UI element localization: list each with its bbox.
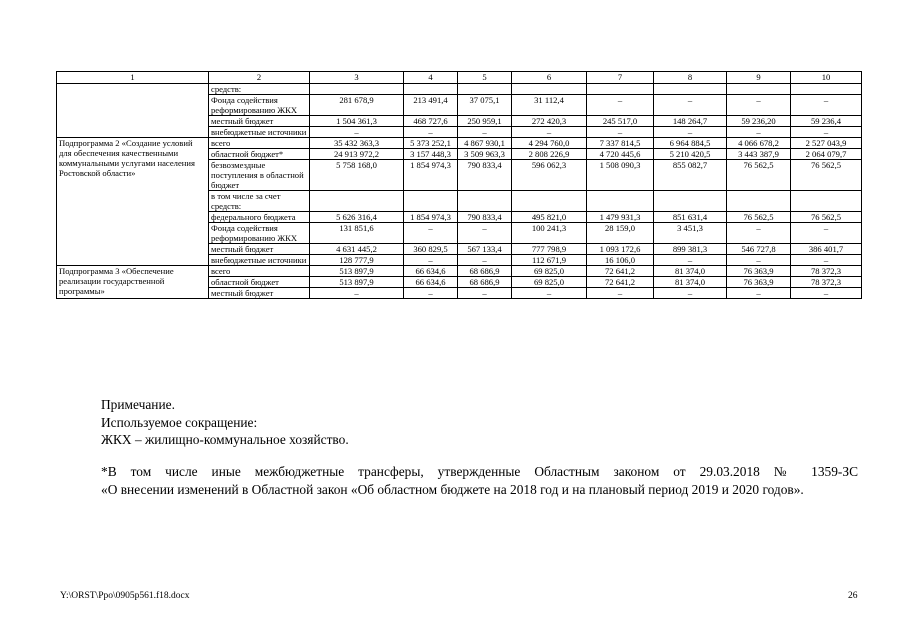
value-cell: 2 808 226,9 bbox=[512, 149, 587, 160]
value-cell: 281 678,9 bbox=[310, 95, 404, 116]
value-cell: – bbox=[587, 288, 654, 299]
value-cell: – bbox=[791, 223, 862, 244]
value-cell: 1 093 172,6 bbox=[587, 244, 654, 255]
value-cell: 4 294 760,0 bbox=[512, 138, 587, 149]
value-cell: – bbox=[458, 288, 512, 299]
budget-table-container bbox=[56, 71, 861, 299]
value-cell: 213 491,4 bbox=[404, 95, 458, 116]
program-name-cell: Подпрограмма 3 «Обеспечение реализации государственной программы» bbox=[57, 266, 209, 299]
value-cell: 66 634,6 bbox=[404, 266, 458, 277]
value-cell: 76 363,9 bbox=[727, 277, 791, 288]
funding-source-cell: федерального бюджета bbox=[209, 212, 310, 223]
value-cell: 35 432 363,3 bbox=[310, 138, 404, 149]
page-number: 26 bbox=[848, 591, 858, 601]
value-cell: – bbox=[458, 255, 512, 266]
footnote-line-1: *В том числе иные межбюджетные трансферы, утвержденные Областным законом от 29.03.2018 № 1359-ЗС bbox=[101, 464, 858, 479]
funding-source-cell: безвозмездные поступления в областной бюджет bbox=[209, 160, 310, 191]
value-cell: 76 562,5 bbox=[727, 212, 791, 223]
funding-source-cell: всего bbox=[209, 266, 310, 277]
funding-source-cell: Фонда содействия реформированию ЖКХ bbox=[209, 95, 310, 116]
value-cell: 386 401,7 bbox=[791, 244, 862, 255]
value-cell: 69 825,0 bbox=[512, 277, 587, 288]
footnote-line-2: «О внесении изменений в Областной закон «Об областном бюджете на 2018 год и на плановый период 2019 и 2020 годов». bbox=[101, 481, 804, 497]
value-cell: 1 854 974,3 bbox=[404, 212, 458, 223]
value-cell: – bbox=[654, 288, 727, 299]
value-cell: – bbox=[512, 288, 587, 299]
value-cell: 5 373 252,1 bbox=[404, 138, 458, 149]
value-cell: 4 867 930,1 bbox=[458, 138, 512, 149]
value-cell: – bbox=[404, 127, 458, 138]
value-cell: – bbox=[727, 223, 791, 244]
table-body bbox=[57, 72, 862, 299]
table-row bbox=[57, 138, 862, 149]
value-cell: 513 897,9 bbox=[310, 266, 404, 277]
value-cell: 76 562,5 bbox=[791, 160, 862, 191]
value-cell: – bbox=[404, 255, 458, 266]
value-cell: – bbox=[404, 288, 458, 299]
col-header: 1 bbox=[57, 72, 209, 84]
value-cell: 596 062,3 bbox=[512, 160, 587, 191]
value-cell: – bbox=[727, 95, 791, 116]
note-abbrev-jkh: ЖКХ – жилищно-коммунальное хозяйство. bbox=[101, 432, 349, 447]
value-cell: – bbox=[791, 127, 862, 138]
value-cell: 1 508 090,3 bbox=[587, 160, 654, 191]
col-header: 5 bbox=[458, 72, 512, 84]
value-cell: – bbox=[791, 255, 862, 266]
value-cell bbox=[587, 84, 654, 95]
value-cell: 899 381,3 bbox=[654, 244, 727, 255]
value-cell: 272 420,3 bbox=[512, 116, 587, 127]
funding-source-cell: всего bbox=[209, 138, 310, 149]
col-header: 2 bbox=[209, 72, 310, 84]
value-cell: 76 562,5 bbox=[727, 160, 791, 191]
value-cell bbox=[310, 84, 404, 95]
value-cell bbox=[587, 191, 654, 212]
value-cell: 76 562,5 bbox=[791, 212, 862, 223]
note-title: Примечание. bbox=[101, 397, 175, 412]
value-cell: 78 372,3 bbox=[791, 277, 862, 288]
footnote bbox=[101, 463, 858, 498]
value-cell: – bbox=[654, 95, 727, 116]
value-cell: 5 210 420,5 bbox=[654, 149, 727, 160]
value-cell: – bbox=[791, 288, 862, 299]
col-header: 7 bbox=[587, 72, 654, 84]
value-cell bbox=[512, 191, 587, 212]
value-cell: 3 451,3 bbox=[654, 223, 727, 244]
funding-source-cell: внебюджетные источники bbox=[209, 127, 310, 138]
value-cell: – bbox=[654, 255, 727, 266]
value-cell: 4 720 445,6 bbox=[587, 149, 654, 160]
value-cell: 31 112,4 bbox=[512, 95, 587, 116]
value-cell: – bbox=[310, 288, 404, 299]
value-cell: 81 374,0 bbox=[654, 277, 727, 288]
value-cell: 128 777,9 bbox=[310, 255, 404, 266]
value-cell: 68 686,9 bbox=[458, 277, 512, 288]
value-cell bbox=[727, 84, 791, 95]
value-cell bbox=[458, 84, 512, 95]
value-cell: 24 913 972,2 bbox=[310, 149, 404, 160]
col-header: 4 bbox=[404, 72, 458, 84]
col-header: 6 bbox=[512, 72, 587, 84]
value-cell bbox=[404, 84, 458, 95]
value-cell: 112 671,9 bbox=[512, 255, 587, 266]
value-cell: 148 264,7 bbox=[654, 116, 727, 127]
value-cell: 4 066 678,2 bbox=[727, 138, 791, 149]
value-cell bbox=[458, 191, 512, 212]
value-cell: – bbox=[310, 127, 404, 138]
table-row bbox=[57, 266, 862, 277]
value-cell: 546 727,8 bbox=[727, 244, 791, 255]
value-cell: 37 075,1 bbox=[458, 95, 512, 116]
value-cell: 855 082,7 bbox=[654, 160, 727, 191]
value-cell: 59 236,4 bbox=[791, 116, 862, 127]
value-cell: – bbox=[791, 95, 862, 116]
value-cell: – bbox=[727, 127, 791, 138]
funding-source-cell: областной бюджет bbox=[209, 277, 310, 288]
value-cell: 78 372,3 bbox=[791, 266, 862, 277]
value-cell: 3 157 448,3 bbox=[404, 149, 458, 160]
col-header: 9 bbox=[727, 72, 791, 84]
value-cell: 69 825,0 bbox=[512, 266, 587, 277]
value-cell: 513 897,9 bbox=[310, 277, 404, 288]
value-cell: 59 236,20 bbox=[727, 116, 791, 127]
value-cell: 245 517,0 bbox=[587, 116, 654, 127]
value-cell: – bbox=[404, 223, 458, 244]
value-cell: – bbox=[512, 127, 587, 138]
value-cell: 567 133,4 bbox=[458, 244, 512, 255]
value-cell: 3 443 387,9 bbox=[727, 149, 791, 160]
funding-source-cell: средств: bbox=[209, 84, 310, 95]
funding-source-cell: местный бюджет bbox=[209, 244, 310, 255]
funding-source-cell: местный бюджет bbox=[209, 116, 310, 127]
value-cell: 777 798,9 bbox=[512, 244, 587, 255]
note-abbrev-heading: Используемое сокращение: bbox=[101, 414, 258, 430]
value-cell bbox=[654, 191, 727, 212]
value-cell: 790 833,4 bbox=[458, 212, 512, 223]
value-cell: 851 631,4 bbox=[654, 212, 727, 223]
value-cell bbox=[310, 191, 404, 212]
value-cell: – bbox=[587, 127, 654, 138]
value-cell: 81 374,0 bbox=[654, 266, 727, 277]
value-cell: 250 959,1 bbox=[458, 116, 512, 127]
table-row bbox=[57, 84, 862, 95]
value-cell: 7 337 814,5 bbox=[587, 138, 654, 149]
value-cell: 468 727,6 bbox=[404, 116, 458, 127]
value-cell: – bbox=[458, 223, 512, 244]
value-cell: 1 504 361,3 bbox=[310, 116, 404, 127]
value-cell: – bbox=[654, 127, 727, 138]
col-header: 8 bbox=[654, 72, 727, 84]
funding-source-cell: местный бюджет bbox=[209, 288, 310, 299]
col-header: 3 bbox=[310, 72, 404, 84]
value-cell: 1 854 974,3 bbox=[404, 160, 458, 191]
value-cell: 3 509 963,3 bbox=[458, 149, 512, 160]
value-cell: 72 641,2 bbox=[587, 266, 654, 277]
value-cell: – bbox=[458, 127, 512, 138]
value-cell: 68 686,9 bbox=[458, 266, 512, 277]
funding-source-cell: в том числе за счет средств: bbox=[209, 191, 310, 212]
value-cell bbox=[727, 191, 791, 212]
funding-source-cell: Фонда содействия реформированию ЖКХ bbox=[209, 223, 310, 244]
col-header: 10 bbox=[791, 72, 862, 84]
value-cell: 2 064 079,7 bbox=[791, 149, 862, 160]
value-cell: 100 241,3 bbox=[512, 223, 587, 244]
value-cell: 790 833,4 bbox=[458, 160, 512, 191]
value-cell: 360 829,5 bbox=[404, 244, 458, 255]
value-cell: 6 964 884,5 bbox=[654, 138, 727, 149]
table-header-row bbox=[57, 72, 862, 84]
value-cell: 5 758 168,0 bbox=[310, 160, 404, 191]
value-cell: 495 821,0 bbox=[512, 212, 587, 223]
value-cell: 131 851,6 bbox=[310, 223, 404, 244]
value-cell: 76 363,9 bbox=[727, 266, 791, 277]
value-cell: 72 641,2 bbox=[587, 277, 654, 288]
value-cell bbox=[654, 84, 727, 95]
budget-table bbox=[56, 71, 862, 299]
value-cell bbox=[512, 84, 587, 95]
value-cell: 16 106,0 bbox=[587, 255, 654, 266]
value-cell: 66 634,6 bbox=[404, 277, 458, 288]
file-path: Y:\ORST\Ppo\0905p561.f18.docx bbox=[60, 591, 190, 601]
program-name-cell bbox=[57, 84, 209, 138]
program-name-cell: Подпрограмма 2 «Создание условий для обеспечения качественными коммунальными услугами населения Ростовской области» bbox=[57, 138, 209, 266]
value-cell: – bbox=[587, 95, 654, 116]
value-cell: 5 626 316,4 bbox=[310, 212, 404, 223]
notes-block bbox=[101, 396, 349, 449]
value-cell: 4 631 445,2 bbox=[310, 244, 404, 255]
value-cell bbox=[791, 191, 862, 212]
value-cell: 1 479 931,3 bbox=[587, 212, 654, 223]
funding-source-cell: внебюджетные источники bbox=[209, 255, 310, 266]
value-cell: 2 527 043,9 bbox=[791, 138, 862, 149]
value-cell: – bbox=[727, 288, 791, 299]
value-cell bbox=[404, 191, 458, 212]
funding-source-cell: областной бюджет* bbox=[209, 149, 310, 160]
value-cell: 28 159,0 bbox=[587, 223, 654, 244]
value-cell bbox=[791, 84, 862, 95]
value-cell: – bbox=[727, 255, 791, 266]
